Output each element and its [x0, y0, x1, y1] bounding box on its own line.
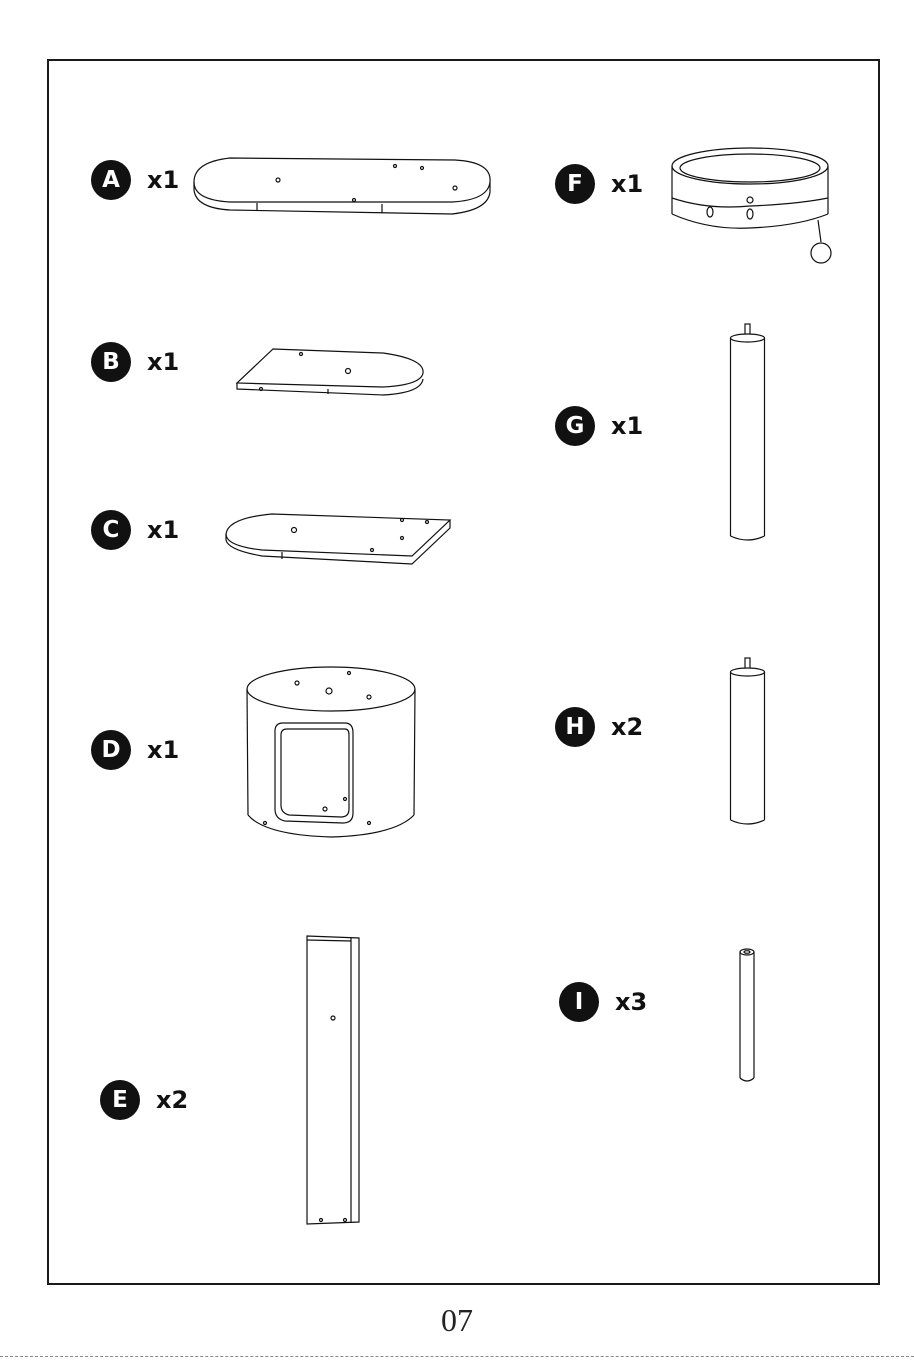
part-c-quantity: x1 [147, 516, 180, 544]
part-i-label [559, 982, 647, 1022]
part-i-drawing [737, 946, 759, 1086]
part-g-drawing [728, 322, 768, 544]
part-g-letter: G [555, 406, 595, 446]
part-f-quantity: x1 [611, 170, 644, 198]
part-i-letter: I [559, 982, 599, 1022]
part-b-letter: B [91, 342, 131, 382]
part-f-drawing [668, 146, 838, 268]
part-a-quantity: x1 [147, 166, 180, 194]
part-c-letter: C [91, 510, 131, 550]
part-f-label [555, 164, 643, 204]
part-c-label [91, 510, 179, 550]
part-a-drawing [190, 152, 495, 222]
part-b-label [91, 342, 179, 382]
part-h-letter: H [555, 707, 595, 747]
part-g-quantity: x1 [611, 412, 644, 440]
part-e-label [100, 1080, 188, 1120]
cut-line [0, 1356, 914, 1357]
part-e-quantity: x2 [156, 1086, 189, 1114]
part-h-label [555, 707, 643, 747]
part-h-quantity: x2 [611, 713, 644, 741]
part-a-letter: A [91, 160, 131, 200]
part-d-letter: D [91, 730, 131, 770]
part-f-letter: F [555, 164, 595, 204]
part-b-quantity: x1 [147, 348, 180, 376]
part-g-label [555, 406, 643, 446]
part-d-drawing [245, 663, 420, 843]
part-b-drawing [233, 345, 428, 400]
part-h-drawing [728, 656, 768, 828]
part-e-letter: E [100, 1080, 140, 1120]
page-number: 07 [441, 1302, 473, 1338]
part-c-drawing [222, 510, 457, 570]
part-d-quantity: x1 [147, 736, 180, 764]
part-a-label [91, 160, 179, 200]
part-i-quantity: x3 [615, 988, 648, 1016]
part-e-drawing [303, 934, 361, 1228]
part-d-label [91, 730, 179, 770]
